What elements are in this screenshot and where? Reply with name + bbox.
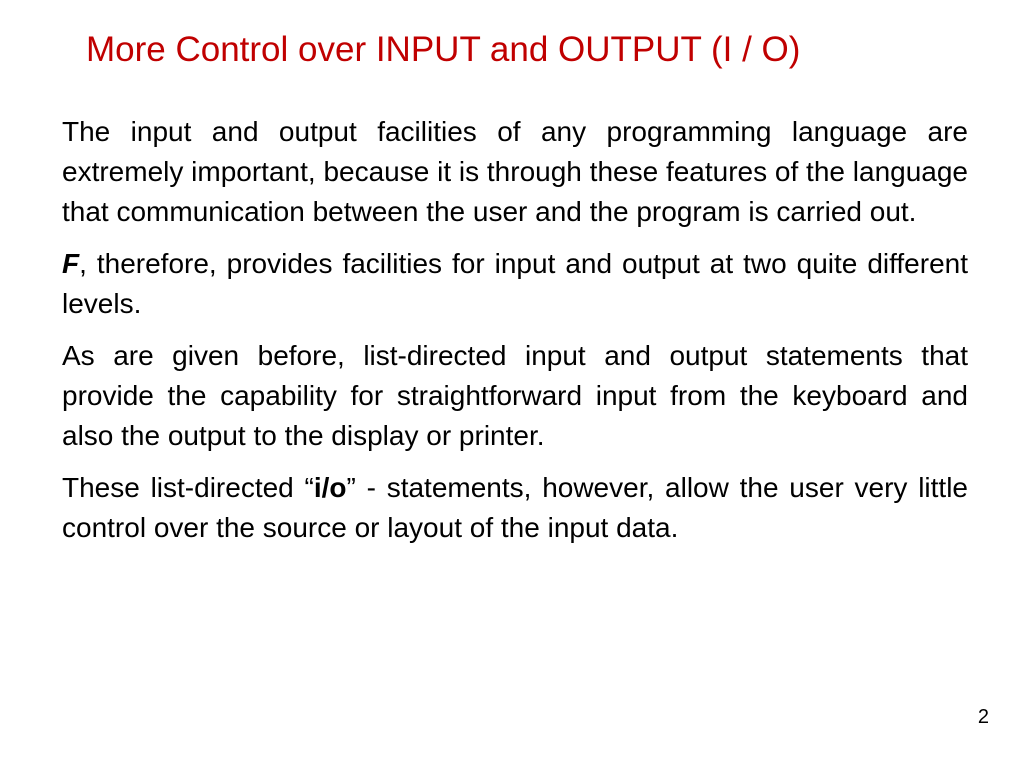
paragraph-control-end: ” - statements, however, allow the user very little control over the source or layout of the input data. bbox=[62, 472, 968, 543]
paragraph-control-start: These list-directed “ bbox=[62, 472, 314, 503]
paragraph-levels-text: , therefore, provides facilities for input and output at two quite different levels. bbox=[62, 248, 968, 319]
paragraph-levels bbox=[62, 244, 968, 324]
page-number: 2 bbox=[977, 706, 989, 728]
slide-body bbox=[62, 112, 968, 560]
slide-title: More Control over INPUT and OUTPUT (I / O) bbox=[86, 30, 801, 69]
io-term: i/o bbox=[313, 472, 347, 503]
paragraph-control bbox=[62, 468, 968, 548]
paragraph-intro: The input and output facilities of any programming language are extremely important, because it is through these features of the language that communication between the user and the program is carried out. bbox=[62, 116, 968, 227]
paragraph-list-directed: As are given before, list-directed input and output statements that provide the capability for straightforward input from the keyboard and also the output to the display or printer. bbox=[62, 340, 968, 451]
language-letter: F bbox=[62, 248, 80, 279]
